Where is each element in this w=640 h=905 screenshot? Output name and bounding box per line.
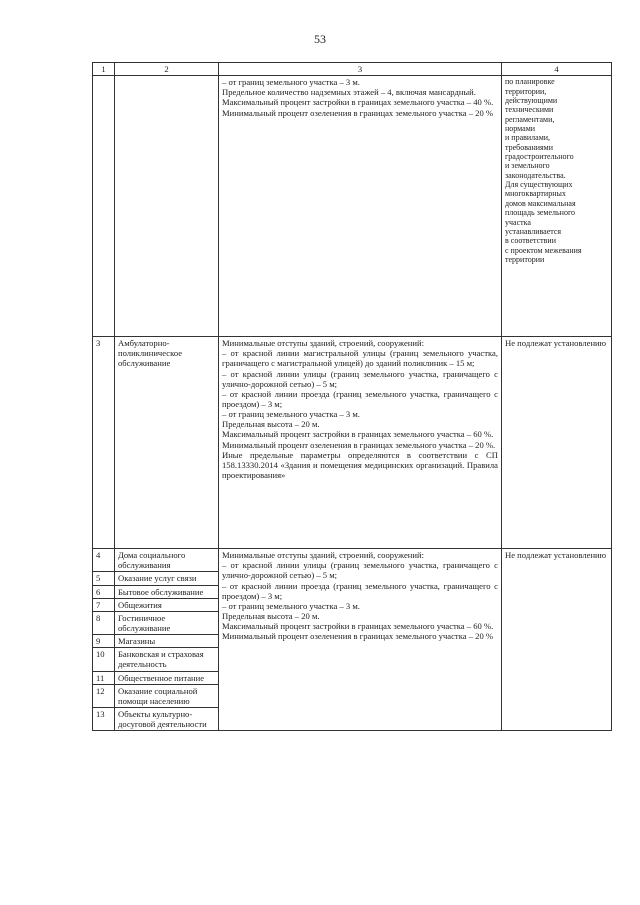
row-3-notes: Не подлежат установлению [502, 337, 612, 549]
row-name: Оказание услуг связи [115, 572, 219, 585]
continued-name-cell [115, 76, 219, 337]
group-row-4 [93, 549, 612, 572]
row-name: Бытовое обслуживание [115, 585, 219, 598]
parameter-line: Предельное количество надземных этажей – 4, включая мансардный. [222, 87, 476, 98]
row-name: Магазины [115, 635, 219, 648]
note-line: законодательства. [505, 170, 566, 180]
parameter-line: – от границ земельного участка – 3 м. [222, 600, 360, 611]
parameter-line: Иные предельные параметры определяются в соответствии с СП 158.13330.2014 «Здания и помещения медицинских организаций. Правила проектирования» [222, 449, 498, 480]
note-line: многоквартирных [505, 189, 566, 199]
note-line: нормами [505, 123, 536, 133]
header-col-4: 4 [502, 63, 612, 76]
note-line: и земельного [505, 161, 550, 171]
continued-parameters-cell [219, 76, 502, 337]
row-number: 9 [93, 635, 115, 648]
row-name: Оказание социальной помощи населению [115, 684, 219, 707]
parameter-line: – от границ земельного участка – 3 м. [222, 77, 360, 88]
continued-notes-cell [502, 76, 612, 337]
row-3 [93, 337, 612, 549]
continued-row [93, 76, 612, 337]
note-line: действующими [505, 95, 558, 105]
parameter-line: – от красной линии улицы (границ земельного участка, граничащего с улично-дорожной сетью) – 5 м; [222, 368, 498, 389]
note-line: градостроительного [505, 152, 574, 162]
row-number: 6 [93, 585, 115, 598]
regulations-table [92, 62, 612, 731]
row-number: 13 [93, 707, 115, 730]
header-col-2: 2 [115, 63, 219, 76]
header-col-3: 3 [219, 63, 502, 76]
group-parameters [219, 549, 502, 731]
note-line: и правилами, [505, 133, 551, 143]
header-row [93, 63, 612, 76]
parameter-line: Максимальный процент застройки в границах земельного участка – 60 %. [222, 621, 494, 632]
row-3-parameters [219, 337, 502, 549]
parameter-line: – от красной линии проезда (границ земельного участка, граничащего с проездом) – 3 м; [222, 580, 498, 601]
row-number: 7 [93, 598, 115, 611]
parameter-line: Минимальный процент озеленения в границах земельного участка – 20 % [222, 107, 494, 118]
note-line: участка [505, 217, 531, 227]
row-number: 5 [93, 572, 115, 585]
parameter-line: Предельная высота – 20 м. [222, 610, 320, 621]
parameter-line: Минимальный процент озеленения в границах земельного участка – 20 % [222, 631, 494, 642]
row-number: 8 [93, 611, 115, 634]
note-line: техническими [505, 105, 554, 115]
group-notes: Не подлежат установлению [502, 549, 612, 731]
parameter-line: Минимальные отступы зданий, строений, сооружений: [222, 550, 424, 561]
note-line: территории, [505, 86, 547, 96]
row-number: 12 [93, 684, 115, 707]
parameter-line: – от красной линии магистральной улицы (границ земельного участка, граничащего с магистральной улицей) до зданий поликлиник – 15 м; [222, 348, 498, 369]
note-line: территории [505, 254, 545, 264]
row-number: 10 [93, 648, 115, 671]
note-line: домов максимальная [505, 198, 576, 208]
parameter-line: Максимальный процент застройки в границах земельного участка – 60 %. [222, 429, 494, 440]
continued-number-cell [93, 76, 115, 337]
row-name: Объекты культурно-досуговой деятельности [115, 707, 219, 730]
note-line: требованиями [505, 142, 554, 152]
row-3-name: Амбулаторно-поликлиническое обслуживание [115, 337, 219, 549]
parameter-line: Предельная высота – 20 м. [222, 419, 320, 430]
row-3-number: 3 [93, 337, 115, 549]
note-line: по планировке [505, 77, 555, 87]
note-line: регламентами, [505, 114, 555, 124]
note-line: с проектом межевания [505, 245, 582, 255]
parameter-line: – от красной линии улицы (границ земельного участка, граничащего с улично-дорожной сетью) – 5 м; [222, 560, 498, 581]
row-name: Банковская и страховая деятельность [115, 648, 219, 671]
note-line: площадь земельного [505, 208, 576, 218]
row-name: Общежития [115, 598, 219, 611]
note-line: Для существующих [505, 180, 573, 190]
row-number: 11 [93, 671, 115, 684]
parameter-line: Максимальный процент застройки в границах земельного участка – 40 %. [222, 97, 494, 108]
page-number: 53 [314, 32, 326, 46]
parameter-line: – от границ земельного участка – 3 м. [222, 409, 360, 420]
row-number: 4 [93, 549, 115, 572]
parameter-line: Минимальный процент озеленения в границах земельного участка – 20 %. [222, 439, 496, 450]
parameter-line: – от красной линии проезда (границ земельного участка, граничащего с проездом) – 3 м; [222, 388, 498, 409]
row-name: Дома социального обслуживания [115, 549, 219, 572]
parameter-line: Минимальные отступы зданий, строений, сооружений: [222, 338, 424, 349]
note-line: в соответствии [505, 236, 556, 246]
row-name: Гостиничное обслуживание [115, 611, 219, 634]
note-line: устанавливается [505, 226, 562, 236]
row-name: Общественное питание [115, 671, 219, 684]
header-col-1: 1 [93, 63, 115, 76]
